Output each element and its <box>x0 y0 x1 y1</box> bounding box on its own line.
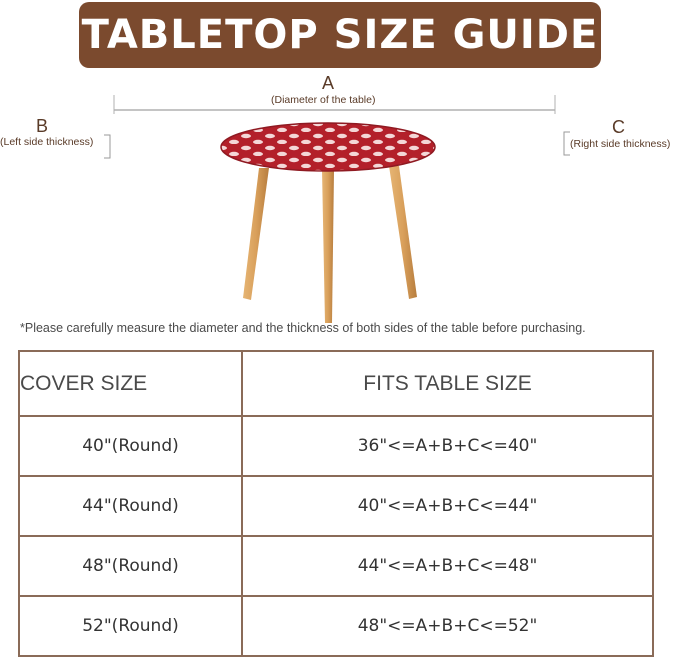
cover-size-cell: 52"(Round) <box>19 596 242 656</box>
cover-size-cell: 40"(Round) <box>19 416 242 476</box>
table-row <box>19 416 653 476</box>
label-b: B <box>36 116 49 136</box>
table-row <box>19 536 653 596</box>
left-thickness-bracket <box>104 135 110 158</box>
table-leg <box>243 168 269 300</box>
size-table <box>18 350 654 657</box>
label-a: A <box>322 73 335 93</box>
label-b-desc: (Left side thickness) <box>0 136 94 148</box>
header-cover-size: COVER SIZE <box>19 351 242 416</box>
label-a-desc: (Diameter of the table) <box>271 94 376 106</box>
table-header-row <box>19 351 653 416</box>
measurement-note: *Please carefully measure the diameter and the thickness of both sides of the table before purchasing. <box>20 321 586 335</box>
fits-size-cell: 40"<=A+B+C<=44" <box>242 476 653 536</box>
fits-size-cell: 44"<=A+B+C<=48" <box>242 536 653 596</box>
page-title: TABLETOP SIZE GUIDE <box>81 12 599 58</box>
label-c: C <box>612 117 625 137</box>
header-fits-table-size: FITS TABLE SIZE <box>242 351 653 416</box>
tabletop <box>221 123 435 171</box>
table-row <box>19 596 653 656</box>
cover-size-cell: 44"(Round) <box>19 476 242 536</box>
cover-size-cell: 48"(Round) <box>19 536 242 596</box>
fits-size-cell: 48"<=A+B+C<=52" <box>242 596 653 656</box>
table-diagram <box>0 0 679 330</box>
fits-size-cell: 36"<=A+B+C<=40" <box>242 416 653 476</box>
table-leg <box>389 166 417 299</box>
table-leg <box>322 170 334 323</box>
table-row <box>19 476 653 536</box>
label-c-desc: (Right side thickness) <box>570 138 671 150</box>
